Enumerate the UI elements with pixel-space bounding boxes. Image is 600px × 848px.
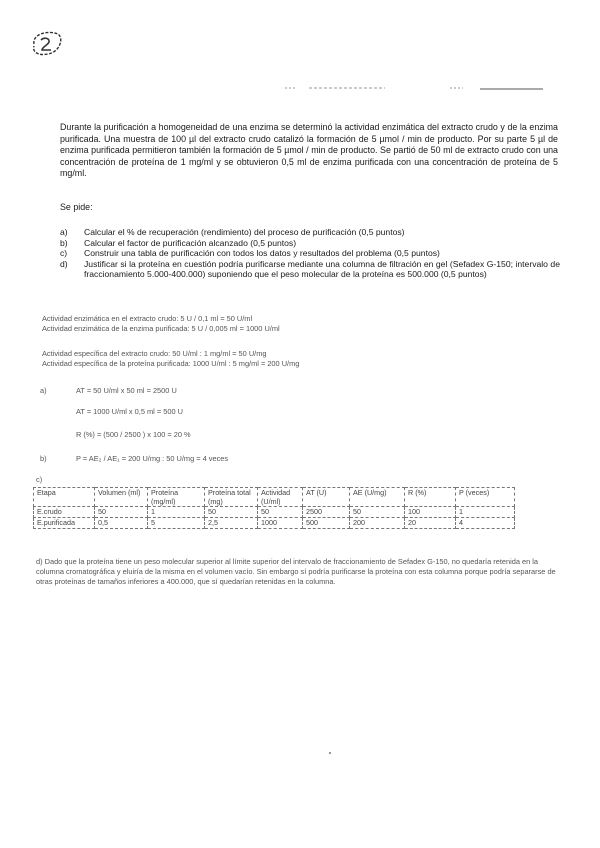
answer-b-line1: P = AE₂ / AE₁ = 200 U/mg : 50 U/mg = 4 veces	[76, 454, 229, 463]
table-row	[34, 518, 515, 529]
table-header-row	[34, 488, 515, 507]
page-mark	[329, 752, 331, 754]
table-cell: 100	[405, 507, 456, 518]
question-letter: b)	[60, 237, 68, 248]
answer-a-line2: AT = 1000 U/ml x 0,5 ml = 500 U	[76, 407, 183, 416]
table-cell: 50	[205, 507, 258, 518]
table-header-cell: Volumen (ml)	[95, 488, 148, 507]
table-cell: 200	[350, 518, 405, 529]
se-pide-label: Se pide:	[60, 202, 93, 212]
table-header-cell: AT (U)	[303, 488, 350, 507]
table-cell: 20	[405, 518, 456, 529]
university-logo-icon	[28, 28, 64, 58]
questions-list	[60, 227, 560, 280]
table-header-cell: R (%)	[405, 488, 456, 507]
table-header-cell: P (veces)	[456, 488, 515, 507]
question-text: Calcular el % de recuperación (rendimiento) del proceso de purificación (0,5 puntos)	[84, 227, 405, 237]
table-cell: 500	[303, 518, 350, 529]
answer-a-label: a)	[40, 386, 47, 395]
table-header-cell: Proteína (mg/ml)	[148, 488, 205, 507]
name-field-lines	[285, 84, 545, 92]
answer-a-line1: AT = 50 U/ml x 50 ml = 2500 U	[76, 386, 177, 395]
problem-statement: Durante la purificación a homogeneidad de una enzima se determinó la actividad enzimática del extracto crudo y de la enzima purificada. Una muestra de 100 µl del extracto crudo catalizó la formación de 5 µmol / min de producto. Por su parte 5 µl de enzima purificada permitieron también la formación de 5 µmol / min de producto. Se partió de 50 ml de extracto crudo con una concentración de proteína de 1 mg/ml y se obtuvieron 0,5 ml de enzima purificada con una concentración de proteína de 5 mg/ml.	[60, 122, 558, 179]
answer-activity-crude: Actividad enzimática en el extracto crudo: 5 U / 0,1 ml = 50 U/ml	[42, 314, 253, 323]
question-c	[60, 248, 560, 259]
table-cell: E.purificada	[34, 518, 95, 529]
table-cell: 0,5	[95, 518, 148, 529]
answer-activity-purified: Actividad enzimática de la enzima purificada: 5 U / 0,005 ml = 1000 U/ml	[42, 324, 280, 333]
table-cell: E.crudo	[34, 507, 95, 518]
table-cell: 50	[258, 507, 303, 518]
table-cell: 2500	[303, 507, 350, 518]
answer-d-conclusion: d) Dado que la proteína tiene un peso molecular superior al límite superior del intervalo de fraccionamiento de Sefadex G-150, no quedaría retenida en la columna cromatográfica y eluiría de la misma en el volumen vacío. Sin embargo sí podría purificarse la proteína con esta columna porque podría separarse de otras proteínas de tamaños inferiores a 400.000, que sí quedarían retenidas en la columna.	[36, 557, 556, 586]
table-cell: 5	[148, 518, 205, 529]
question-text: Construir una tabla de purificación con todos los datos y resultados del problema (0,5 puntos)	[84, 248, 440, 258]
question-text: Justificar si la proteína en cuestión podría purificarse mediante una columna de filtración en gel (Sefadex G-150; intervalo de fraccionamiento 5.000-400.000) suponiendo que el peso molecular de la proteína es 500.000 (0,5 puntos)	[84, 258, 560, 279]
question-letter: d)	[60, 258, 68, 269]
answer-b-label: b)	[40, 454, 47, 463]
answer-a-line3: R (%) = (500 / 2500 ) x 100 = 20 %	[76, 430, 191, 439]
question-letter: c)	[60, 248, 68, 258]
question-d	[60, 259, 560, 280]
question-a	[60, 227, 560, 238]
table-cell: 1	[148, 507, 205, 518]
question-b	[60, 238, 560, 249]
table-cell: 4	[456, 518, 515, 529]
table-header-cell: Proteína total (mg)	[205, 488, 258, 507]
table-row	[34, 507, 515, 518]
purification-table	[33, 487, 515, 529]
answer-c-label: c)	[36, 475, 43, 484]
table-header-cell: Actividad (U/ml)	[258, 488, 303, 507]
table-cell: 50	[350, 507, 405, 518]
table-cell: 1	[456, 507, 515, 518]
table-cell: 2,5	[205, 518, 258, 529]
answer-specific-activity-crude: Actividad específica del extracto crudo: 50 U/ml : 1 mg/ml = 50 U/mg	[42, 349, 267, 358]
table-cell: 1000	[258, 518, 303, 529]
question-letter: a)	[60, 227, 68, 237]
table-header-cell: AE (U/mg)	[350, 488, 405, 507]
answer-specific-activity-purified: Actividad específica de la proteína purificada: 1000 U/ml : 5 mg/ml = 200 U/mg	[42, 359, 300, 368]
table-cell: 50	[95, 507, 148, 518]
table-header-cell: Etapa	[34, 488, 95, 507]
question-text: Calcular el factor de purificación alcanzado (0,5 puntos)	[84, 237, 297, 248]
